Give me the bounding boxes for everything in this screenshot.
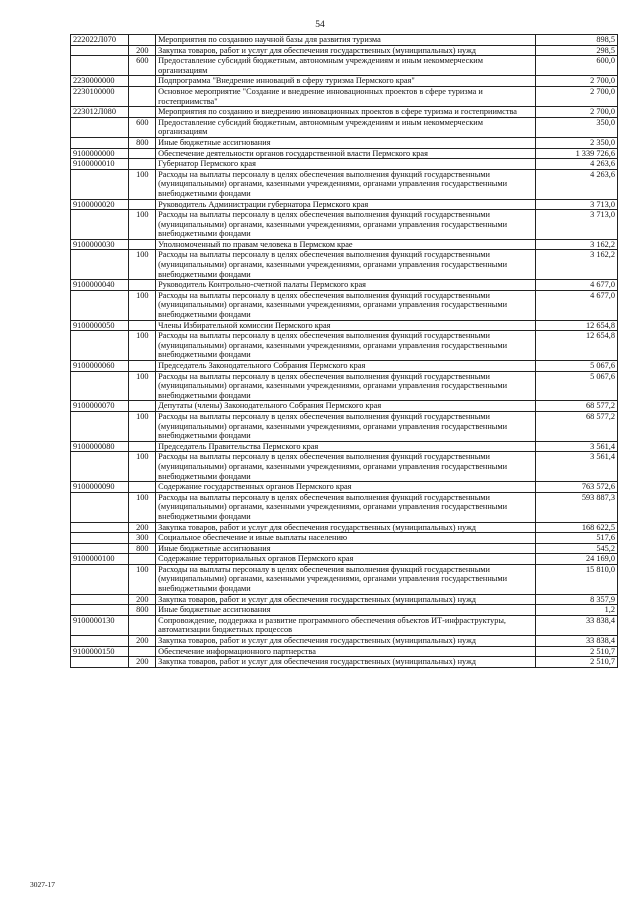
amount-cell: 33 838,4 — [535, 615, 617, 635]
table-row — [71, 320, 618, 331]
amount-cell: 3 561,4 — [535, 441, 617, 452]
target-code-cell — [71, 605, 129, 616]
item-name-cell: Иные бюджетные ассигнования — [156, 605, 536, 616]
amount-cell: 2 700,0 — [535, 107, 617, 118]
item-name-cell: Предоставление субсидий бюджетным, автономным учреждениям и иным некоммерческим организациям — [156, 117, 536, 137]
expense-type-cell: 200 — [129, 45, 156, 56]
table-row — [71, 250, 618, 280]
amount-cell: 68 577,2 — [535, 401, 617, 412]
table-row — [71, 371, 618, 401]
item-name-cell: Содержание территориальных органов Пермского края — [156, 554, 536, 565]
item-name-cell: Расходы на выплаты персоналу в целях обеспечения выполнения функций государственными (муниципальными) органами, казенными учреждениями, органами управления государственными внебюджетными фондами — [156, 169, 536, 199]
table-row — [71, 280, 618, 291]
target-code-cell: 9100000090 — [71, 482, 129, 493]
expense-type-cell — [129, 554, 156, 565]
expense-type-cell — [129, 35, 156, 46]
target-code-cell — [71, 290, 129, 320]
amount-cell: 600,0 — [535, 56, 617, 76]
amount-cell: 24 169,0 — [535, 554, 617, 565]
target-code-cell — [71, 210, 129, 240]
target-code-cell — [71, 543, 129, 554]
expense-type-cell: 100 — [129, 290, 156, 320]
item-name-cell: Расходы на выплаты персоналу в целях обеспечения выполнения функций государственными (муниципальными) органами, казенными учреждениями, органами управления государственными внебюджетными фондами — [156, 331, 536, 361]
expense-type-cell — [129, 646, 156, 657]
expense-type-cell: 200 — [129, 657, 156, 668]
item-name-cell: Подпрограмма "Внедрение инноваций в сферу туризма Пермского края" — [156, 76, 536, 87]
amount-cell: 3 713,0 — [535, 210, 617, 240]
table-row — [71, 76, 618, 87]
expense-type-cell: 200 — [129, 522, 156, 533]
target-code-cell: 9100000030 — [71, 239, 129, 250]
amount-cell: 517,6 — [535, 533, 617, 544]
expense-type-cell: 600 — [129, 117, 156, 137]
amount-cell: 2 510,7 — [535, 657, 617, 668]
expense-type-cell: 800 — [129, 137, 156, 148]
table-row — [71, 35, 618, 46]
table-row — [71, 148, 618, 159]
item-name-cell: Руководитель Администрации губернатора Пермского края — [156, 199, 536, 210]
expense-type-cell: 100 — [129, 331, 156, 361]
expense-type-cell — [129, 239, 156, 250]
amount-cell: 8 357,9 — [535, 594, 617, 605]
amount-cell: 298,5 — [535, 45, 617, 56]
expense-type-cell: 200 — [129, 594, 156, 605]
table-row — [71, 45, 618, 56]
item-name-cell: Расходы на выплаты персоналу в целях обеспечения выполнения функций государственными (муниципальными) органами, казенными учреждениями, органами управления государственными внебюджетными фондами — [156, 210, 536, 240]
target-code-cell: 9100000010 — [71, 159, 129, 170]
item-name-cell: Расходы на выплаты персоналу в целях обеспечения выполнения функций государственными (муниципальными) органами, казенными учреждениями, органами управления государственными внебюджетными фондами — [156, 290, 536, 320]
amount-cell: 4 263,6 — [535, 159, 617, 170]
table-row — [71, 56, 618, 76]
expense-type-cell — [129, 148, 156, 159]
table-row — [71, 594, 618, 605]
item-name-cell: Члены Избирательной комиссии Пермского края — [156, 320, 536, 331]
table-row — [71, 239, 618, 250]
table-row — [71, 411, 618, 441]
budget-table — [70, 34, 618, 668]
amount-cell: 2 510,7 — [535, 646, 617, 657]
item-name-cell: Предоставление субсидий бюджетным, автономным учреждениям и иным некоммерческим организациям — [156, 56, 536, 76]
item-name-cell: Закупка товаров, работ и услуг для обеспечения государственных (муниципальных) нужд — [156, 594, 536, 605]
amount-cell: 33 838,4 — [535, 636, 617, 647]
amount-cell: 2 700,0 — [535, 76, 617, 87]
amount-cell: 763 572,6 — [535, 482, 617, 493]
expense-type-cell: 100 — [129, 169, 156, 199]
item-name-cell: Иные бюджетные ассигнования — [156, 137, 536, 148]
expense-type-cell — [129, 280, 156, 291]
target-code-cell — [71, 594, 129, 605]
target-code-cell — [71, 250, 129, 280]
expense-type-cell — [129, 361, 156, 372]
expense-type-cell: 600 — [129, 56, 156, 76]
footer-code: 3027-17 — [30, 880, 55, 889]
amount-cell: 5 067,6 — [535, 361, 617, 372]
table-row — [71, 657, 618, 668]
item-name-cell: Расходы на выплаты персоналу в целях обеспечения выполнения функций государственными (муниципальными) органами, казенными учреждениями, органами управления государственными внебюджетными фондами — [156, 452, 536, 482]
target-code-cell — [71, 117, 129, 137]
table-row — [71, 564, 618, 594]
amount-cell: 3 162,2 — [535, 239, 617, 250]
budget-table-body — [71, 35, 618, 668]
item-name-cell: Обеспечение деятельности органов государственной власти Пермского края — [156, 148, 536, 159]
target-code-cell — [71, 452, 129, 482]
amount-cell: 12 654,8 — [535, 320, 617, 331]
amount-cell: 4 677,0 — [535, 290, 617, 320]
amount-cell: 68 577,2 — [535, 411, 617, 441]
amount-cell: 3 162,2 — [535, 250, 617, 280]
table-row — [71, 522, 618, 533]
table-row — [71, 169, 618, 199]
amount-cell: 898,5 — [535, 35, 617, 46]
table-row — [71, 441, 618, 452]
expense-type-cell — [129, 199, 156, 210]
expense-type-cell: 800 — [129, 605, 156, 616]
item-name-cell: Расходы на выплаты персоналу в целях обеспечения выполнения функций государственными (муниципальными) органами, казенными учреждениями, органами управления государственными внебюджетными фондами — [156, 492, 536, 522]
item-name-cell: Председатель Правительства Пермского края — [156, 441, 536, 452]
table-row — [71, 137, 618, 148]
expense-type-cell — [129, 441, 156, 452]
table-row — [71, 554, 618, 565]
table-row — [71, 86, 618, 106]
target-code-cell: 9100000020 — [71, 199, 129, 210]
table-row — [71, 290, 618, 320]
amount-cell: 5 067,6 — [535, 371, 617, 401]
target-code-cell: 9100000000 — [71, 148, 129, 159]
table-row — [71, 199, 618, 210]
amount-cell: 1 339 726,6 — [535, 148, 617, 159]
target-code-cell: 9100000050 — [71, 320, 129, 331]
expense-type-cell — [129, 159, 156, 170]
expense-type-cell: 100 — [129, 492, 156, 522]
target-code-cell — [71, 492, 129, 522]
expense-type-cell — [129, 86, 156, 106]
target-code-cell: 9100000150 — [71, 646, 129, 657]
target-code-cell — [71, 331, 129, 361]
expense-type-cell — [129, 482, 156, 493]
expense-type-cell: 100 — [129, 371, 156, 401]
table-row — [71, 452, 618, 482]
expense-type-cell — [129, 76, 156, 87]
expense-type-cell: 100 — [129, 210, 156, 240]
item-name-cell: Уполномоченный по правам человека в Пермском крае — [156, 239, 536, 250]
item-name-cell: Закупка товаров, работ и услуг для обеспечения государственных (муниципальных) нужд — [156, 657, 536, 668]
expense-type-cell: 800 — [129, 543, 156, 554]
item-name-cell: Расходы на выплаты персоналу в целях обеспечения выполнения функций государственными (муниципальными) органами, казенными учреждениями, органами управления государственными внебюджетными фондами — [156, 371, 536, 401]
expense-type-cell: 100 — [129, 250, 156, 280]
item-name-cell: Закупка товаров, работ и услуг для обеспечения государственных (муниципальных) нужд — [156, 45, 536, 56]
table-row — [71, 159, 618, 170]
table-row — [71, 117, 618, 137]
amount-cell: 15 810,0 — [535, 564, 617, 594]
item-name-cell: Руководитель Контрольно-счетной палаты Пермского края — [156, 280, 536, 291]
target-code-cell: 9100000070 — [71, 401, 129, 412]
expense-type-cell — [129, 615, 156, 635]
target-code-cell: 223012Л080 — [71, 107, 129, 118]
item-name-cell: Сопровождение, поддержка и развитие программного обеспечения объектов ИТ-инфраструктуры, автоматизации бюджетных процессов — [156, 615, 536, 635]
amount-cell: 545,2 — [535, 543, 617, 554]
target-code-cell: 9100000060 — [71, 361, 129, 372]
table-row — [71, 646, 618, 657]
item-name-cell: Обеспечение информационного партнерства — [156, 646, 536, 657]
expense-type-cell — [129, 401, 156, 412]
amount-cell: 3 713,0 — [535, 199, 617, 210]
page-number: 54 — [315, 20, 325, 30]
item-name-cell: Расходы на выплаты персоналу в целях обеспечения выполнения функций государственными (муниципальными) органами, казенными учреждениями, органами управления государственными внебюджетными фондами — [156, 411, 536, 441]
table-row — [71, 210, 618, 240]
table-row — [71, 482, 618, 493]
expense-type-cell: 200 — [129, 636, 156, 647]
amount-cell: 350,0 — [535, 117, 617, 137]
item-name-cell: Закупка товаров, работ и услуг для обеспечения государственных (муниципальных) нужд — [156, 522, 536, 533]
item-name-cell: Основное мероприятие "Создание и внедрение инновационных проектов в сфере туризма и гостеприимства" — [156, 86, 536, 106]
item-name-cell: Председатель Законодательного Собрания Пермского края — [156, 361, 536, 372]
table-row — [71, 492, 618, 522]
amount-cell: 2 350,0 — [535, 137, 617, 148]
target-code-cell: 9100000040 — [71, 280, 129, 291]
table-row — [71, 543, 618, 554]
amount-cell: 593 887,3 — [535, 492, 617, 522]
target-code-cell — [71, 45, 129, 56]
target-code-cell — [71, 371, 129, 401]
amount-cell: 12 654,8 — [535, 331, 617, 361]
target-code-cell — [71, 657, 129, 668]
target-code-cell: 2230000000 — [71, 76, 129, 87]
amount-cell: 4 263,6 — [535, 169, 617, 199]
target-code-cell — [71, 522, 129, 533]
target-code-cell — [71, 137, 129, 148]
target-code-cell: 9100000100 — [71, 554, 129, 565]
table-row — [71, 107, 618, 118]
amount-cell: 1,2 — [535, 605, 617, 616]
item-name-cell: Мероприятия по созданию и внедрению инновационных проектов в сфере туризма и гостеприимства — [156, 107, 536, 118]
target-code-cell — [71, 533, 129, 544]
item-name-cell: Иные бюджетные ассигнования — [156, 543, 536, 554]
item-name-cell: Мероприятия по созданию научной базы для развития туризма — [156, 35, 536, 46]
table-row — [71, 636, 618, 647]
target-code-cell: 222022Л070 — [71, 35, 129, 46]
expense-type-cell: 100 — [129, 411, 156, 441]
table-row — [71, 605, 618, 616]
target-code-cell: 9100000080 — [71, 441, 129, 452]
target-code-cell: 9100000130 — [71, 615, 129, 635]
table-row — [71, 361, 618, 372]
item-name-cell: Расходы на выплаты персоналу в целях обеспечения выполнения функций государственными (муниципальными) органами, казенными учреждениями, органами управления государственными внебюджетными фондами — [156, 564, 536, 594]
item-name-cell: Социальное обеспечение и иные выплаты населению — [156, 533, 536, 544]
expense-type-cell: 100 — [129, 452, 156, 482]
target-code-cell: 2230100000 — [71, 86, 129, 106]
item-name-cell: Содержание государственных органов Пермского края — [156, 482, 536, 493]
item-name-cell: Расходы на выплаты персоналу в целях обеспечения выполнения функций государственными (муниципальными) органами, казенными учреждениями, органами управления государственными внебюджетными фондами — [156, 250, 536, 280]
expense-type-cell: 100 — [129, 564, 156, 594]
item-name-cell: Депутаты (члены) Законодательного Собрания Пермского края — [156, 401, 536, 412]
target-code-cell — [71, 169, 129, 199]
amount-cell: 3 561,4 — [535, 452, 617, 482]
item-name-cell: Закупка товаров, работ и услуг для обеспечения государственных (муниципальных) нужд — [156, 636, 536, 647]
target-code-cell — [71, 636, 129, 647]
expense-type-cell — [129, 107, 156, 118]
table-row — [71, 331, 618, 361]
target-code-cell — [71, 411, 129, 441]
expense-type-cell: 300 — [129, 533, 156, 544]
expense-type-cell — [129, 320, 156, 331]
table-row — [71, 615, 618, 635]
table-row — [71, 401, 618, 412]
target-code-cell — [71, 56, 129, 76]
amount-cell: 2 700,0 — [535, 86, 617, 106]
amount-cell: 168 622,5 — [535, 522, 617, 533]
target-code-cell — [71, 564, 129, 594]
table-row — [71, 533, 618, 544]
item-name-cell: Губернатор Пермского края — [156, 159, 536, 170]
amount-cell: 4 677,0 — [535, 280, 617, 291]
